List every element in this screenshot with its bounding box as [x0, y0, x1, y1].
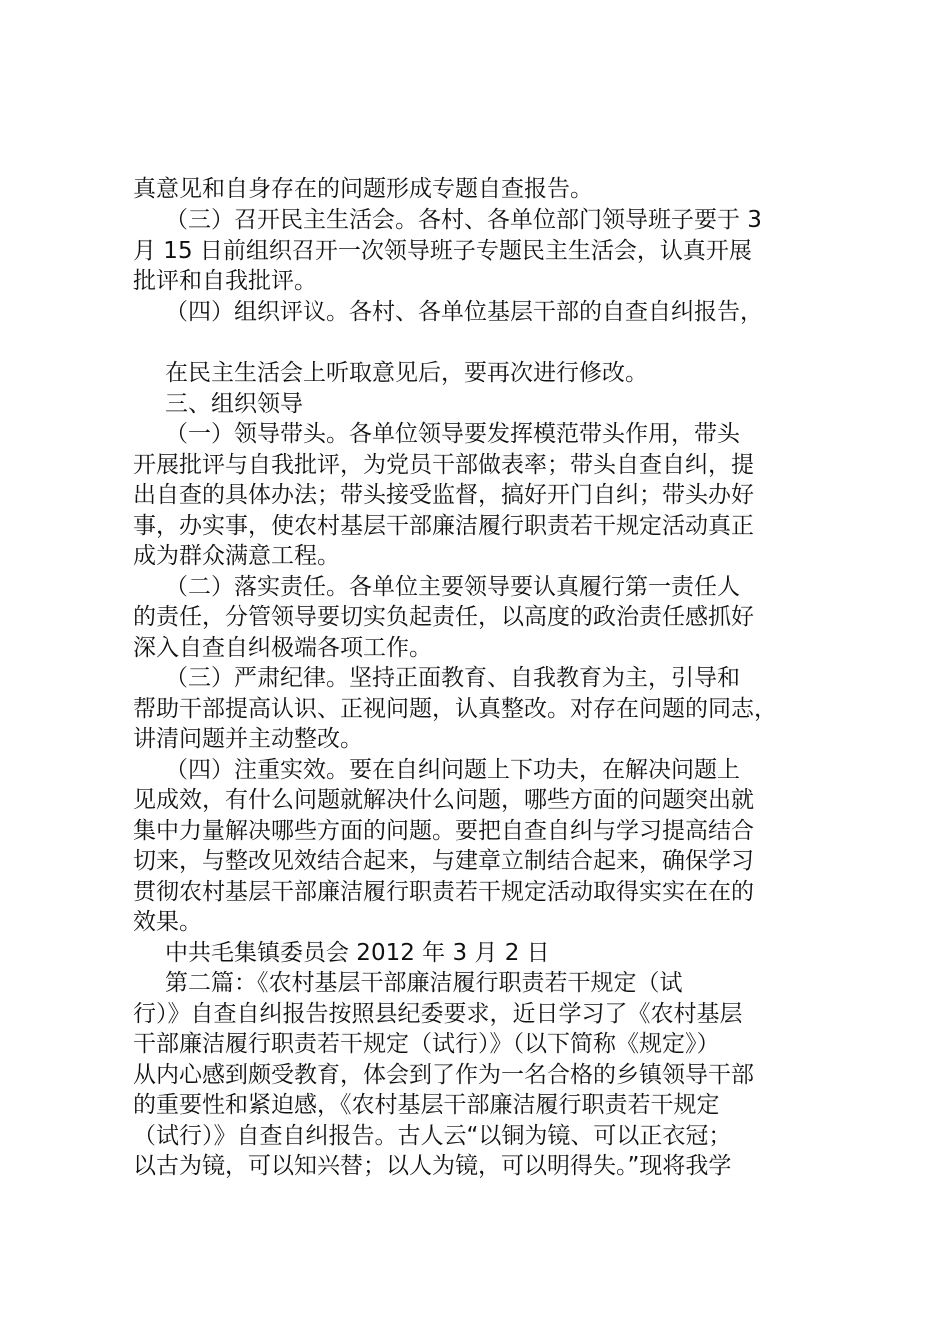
text-line: 月 15 日前组织召开一次领导班子专题民主生活会，认真开展 — [133, 238, 752, 264]
text-line: 的重要性和紧迫感，《农村基层干部廉洁履行职责若干规定 — [133, 1092, 720, 1118]
text-line: 从内心感到颇受教育，体会到了作为一名合格的乡镇领导干部 — [133, 1062, 754, 1088]
text-line: 集中力量解决哪些方面的问题。要把自查自纠与学习提高结合 — [133, 818, 754, 844]
text-line: 行）》自查自纠报告按照县纪委要求，近日学习了《农村基层 — [133, 1001, 743, 1027]
text-line: 事，办实事，使农村基层干部廉洁履行职责若干规定活动真正 — [133, 513, 754, 539]
text-line: （三）召开民主生活会。各村、各单位部门领导班子要于 3 — [165, 207, 762, 233]
text-line: 贯彻农村基层干部廉洁履行职责若干规定活动取得实实在在的 — [133, 879, 754, 905]
text-line: 在民主生活会上听取意见后，要再次进行修改。 — [165, 360, 648, 386]
text-line: 切来，与整改见效结合起来，与建章立制结合起来，确保学习 — [133, 848, 754, 874]
section-heading: 三、组织领导 — [165, 391, 303, 417]
text-line: （一）领导带头。各单位领导要发挥模范带头作用，带头 — [165, 421, 740, 447]
text-line: 见成效，有什么问题就解决什么问题，哪些方面的问题突出就 — [133, 787, 754, 813]
text-line: 帮助干部提高认识、正视问题，认真整改。对存在问题的同志， — [133, 696, 777, 722]
text-line: 效果。 — [133, 909, 202, 935]
text-line: 出自查的具体办法；带头接受监督，搞好开门自纠；带头办好 — [133, 482, 754, 508]
text-line: （试行）》自查自纠报告。古人云“以铜为镜、可以正衣冠； — [133, 1123, 732, 1149]
text-line: 的责任，分管领导要切实负起责任，以高度的政治责任感抓好 — [133, 604, 754, 630]
text-line: （三）严肃纪律。坚持正面教育、自我教育为主，引导和 — [165, 665, 740, 691]
text-line: 讲清问题并主动整改。 — [133, 726, 363, 752]
text-line: 成为群众满意工程。 — [133, 543, 340, 569]
text-line: （四）组织评议。各村、各单位基层干部的自查自纠报告， — [165, 299, 763, 325]
text-line: 第二篇：《农村基层干部廉洁履行职责若干规定（试 — [165, 970, 683, 996]
text-line: （四）注重实效。要在自纠问题上下功夫，在解决问题上 — [165, 757, 740, 783]
text-line: 以古为镜，可以知兴替；以人为镜，可以明得失。”现将我学 — [133, 1153, 732, 1179]
text-line: （二）落实责任。各单位主要领导要认真履行第一责任人 — [165, 574, 740, 600]
text-line: 批评和自我批评。 — [133, 268, 317, 294]
signature-date-line: 中共毛集镇委员会 2012 年 3 月 2 日 — [165, 940, 550, 966]
text-line: 真意见和自身存在的问题形成专题自查报告。 — [133, 176, 593, 202]
text-line: 干部廉洁履行职责若干规定（试行）》（以下简称《规定》） — [133, 1031, 720, 1057]
text-line: 深入自查自纠极端各项工作。 — [133, 635, 432, 661]
text-line: 开展批评与自我批评，为党员干部做表率；带头自查自纠，提 — [133, 452, 754, 478]
